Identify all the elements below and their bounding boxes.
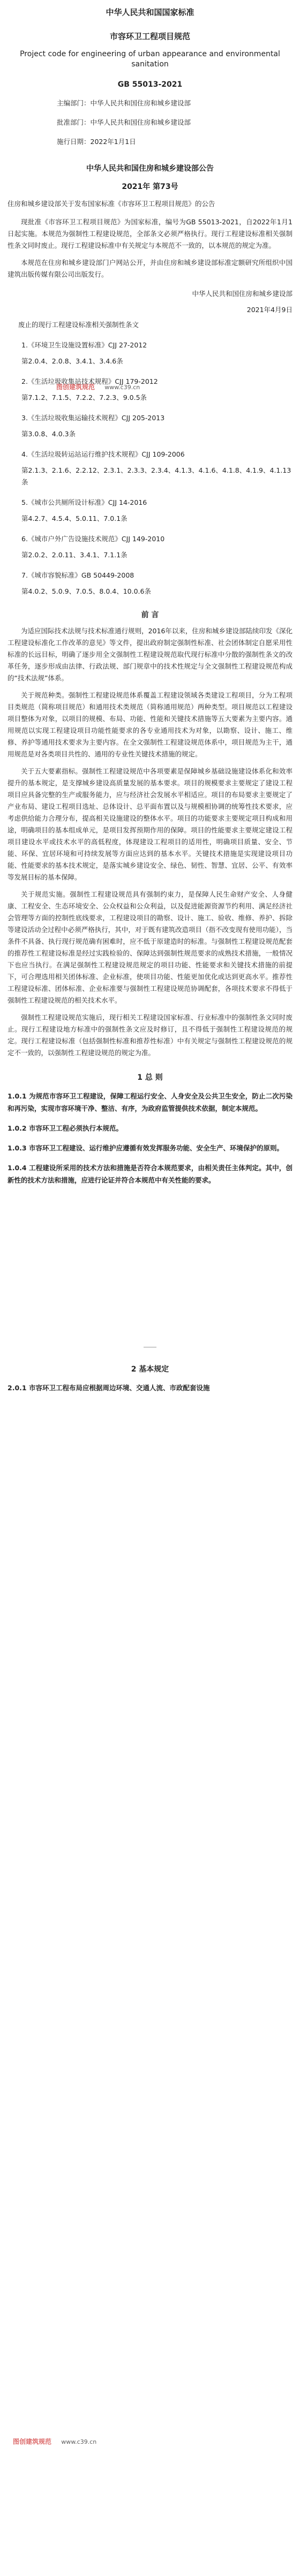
standard-clauses: 第2.0.2、2.0.11、3.4.1、7.1.1条: [21, 551, 128, 559]
article: 1.0.1 为规范市容环卫工程建设，保障工程运行安全、人身安全及公共卫生安全，防止二次污染和再污染，实现市容环境干净、整洁、有序，为政府监管提供技术依据，制定本规范。: [8, 1092, 292, 1112]
watermark-url: www.c39.cn: [61, 2438, 97, 2445]
preface-paragraph: 关于规范种类。强制性工程建设规范体系覆盖工程建设领域各类建设工程项目，分为工程项目类规范（简称项目规范）和通用技术类规范（简称通用规范）两种类型。项目规范以工程建设项目整体为对象，以项目的规模、布局、功能、性能和关键技术措施等五大要素为主要内容。通用规范以实现工程建设项目功能性能要求的各专业通用技术为对象，以勘察、设计、施工、维修、养护等通用技术要求为主要内容。在全文强制性工程建设规范体系中，项目规范为主干，通用规范是对各类项目共性的、通用的专业性关键技术措施的规定。: [8, 691, 292, 758]
list-item: [8, 449, 292, 488]
standard-name: 6.《城市户外广告设施技术规范》CJJ 149-2010: [21, 535, 165, 543]
chapter-1-heading: 1 总 则: [137, 1073, 163, 1082]
article: 1.0.3 市容环卫工程建设、运行维护应遵循有效发挥服务功能、安全生产、环境保护的原则。: [8, 1144, 283, 1152]
watermark: [56, 382, 140, 391]
list-item: [8, 533, 292, 561]
watermark-url: www.c39.cn: [104, 384, 140, 391]
standard-name: 4.《生活垃圾转运站运行维护技术规程》CJJ 109-2006: [21, 450, 185, 458]
preface-paragraph: 为适应国际技术法规与技术标准通行规则，2016年以来，住房和城乡建设部陆续印发《深化工程建设标准化工作改革的意见》等文件，提出政府制定强制性标准、社会团体制定自愿采用性标准的长远目标，明确了逐步用全文强制性工程建设规范取代现行标准中分散的强制性条文的改革任务，逐步形成由法律、行政法规、部门规章中的技术性规定与全文强制性工程建设规范构成的“技术法规”体系。: [8, 627, 292, 682]
standard-clauses: 第2.1.3、2.1.6、2.2.12、2.3.1、2.3.3、2.3.4、4.1.3、4.1.6、4.1.8、4.1.9、4.1.13条: [21, 466, 291, 486]
list-item: [8, 412, 292, 440]
preface-paragraph: 强制性工程建设规范实施后，现行相关工程建设国家标准、行业标准中的强制性条文同时废止。现行工程建设地方标准中的强制性条文应及时修订，且不得低于强制性工程建设规范的规定。现行工程建设标准（包括强制性标准和推荐性标准）中有关规定与强制性工程建设规范的规定不一致的，以强制性工程建设规范的规定为准。: [8, 1013, 292, 1057]
announcement-signer: 中华人民共和国住房和城乡建设部: [192, 290, 292, 298]
standard-name: 3.《生活垃圾收集运输技术规程》CJJ 205-2013: [21, 414, 165, 422]
standard-clauses: 第7.1.2、7.1.5、7.2.2、7.2.3、9.0.5条: [21, 393, 147, 401]
standard-name: 5.《城市公共厕所设计标准》CJJ 14-2016: [21, 498, 147, 506]
watermark-label: 图创建筑规范: [56, 383, 95, 391]
standard-name: 7.《城市容貌标准》GB 50449-2008: [21, 571, 134, 579]
standard-code: GB 55013-2021: [117, 80, 183, 89]
announcement-number: 2021年 第73号: [122, 183, 178, 191]
document-page: [0, 6, 300, 2576]
standard-clauses: 第3.0.8、4.0.3条: [21, 430, 76, 438]
chapter-2-heading: 2 基本规定: [131, 1365, 169, 1374]
abolished-standards-list: [8, 339, 292, 597]
announcement-para-2: 本规范在住房和城乡建设部门户网站公开，并由住房和城乡建设部标准定额研究所组织中国建筑出版传媒有限公司出版发行。: [8, 259, 292, 278]
standard-clauses: 第4.0.2、5.0.9、7.0.5、8.0.4、10.0.6条: [21, 587, 151, 595]
announcement-subject: 住房和城乡建设部关于发布国家标准《市容环卫工程项目规范》的公告: [8, 200, 215, 208]
preface-heading: 前 言: [141, 611, 159, 619]
preface-paragraph: 关于规范实施。强制性工程建设规范具有强制约束力，是保障人民生命财产安全、人身健康、工程安全、生态环境安全、公众权益和公众利益，以及促进能源资源节约利用、满足经济社会管理等方面的控制性底线要求，工程建设项目的勘察、设计、施工、验收、维修、养护、拆除等建设活动全过程中必须严格执行，其中，对于既有建筑改造项目（指不改变现有使用功能），当条件不具备、执行现行规范确有困难时，应不低于原建造时的标准。与强制性工程建设规范配套的推荐性工程建设标准是经过实践检验的、保障达到强制性规范要求的成熟技术措施，一般情况下也应当执行。在满足强制性工程建设规范规定的项目功能、性能要求和关键技术措施的前提下，可合理选用相关团体标准、企业标准，使项目功能、性能更加优化或达到更高水平。推荐性工程建设标准、团体标准、企业标准要与强制性工程建设规范协调配套，各项技术要求不得低于强制性工程建设规范的相关技术水平。: [8, 890, 292, 1004]
preface-paragraph: 关于五大要素指标。强制性工程建设规范中各项要素是保障城乡基础设施建设体系化和效率提升的基本规定，是支撑城乡建设高质量发展的基本要求。项目的规模要求主要规定了建设工程项目应具备完整的生产或服务能力，应与经济社会发展水平相适应。项目的布局要求主要规定了产业布局、建设工程项目选址、总体设计、总平面布置以及与规模相协调的统筹性技术要求，应考虑供给能力合理分布，提高相关设施建设的整体水平。项目的功能要求主要规定项目构成和用途，明确项目的基本组成单元，是项目发挥预期作用的保障。项目的性能要求主要规定建设工程项目建设水平或技术水平的高低程度，体现建设工程项目的适用性，明确项目质量、安全、节能、环保、宜居环境和可持续发展等方面应达到的基本水平。关键技术措施是实现建设项目功能、性能要求的基本技术规定，是落实城乡建设安全、绿色、韧性、智慧、宜居、公平、有效率等发展目标的基本保障。: [8, 767, 292, 881]
chapter-1-body: [8, 1090, 292, 1186]
announcement-heading: 中华人民共和国住房和城乡建设部公告: [86, 164, 214, 173]
standard-name: 1.《环境卫生设施设置标准》CJJ 27-2012: [21, 341, 147, 349]
editor-dept: 主编部门：中华人民共和国住房和城乡建设部: [57, 99, 191, 107]
announcement-para-1: 现批准《市容环卫工程项目规范》为国家标准，编号为GB 55013-2021，自2022年1月1日起实施。本规范为强制性工程建设规范，全部条文必须严格执行。现行工程建设标准相关强制性条文同时废止。现行工程建设标准中有关规定与本规范不一致的，以本规范的规定为准。: [8, 218, 292, 249]
approver-dept: 批准部门：中华人民共和国住房和城乡建设部: [57, 118, 191, 126]
watermark: [13, 2437, 96, 2446]
list-item: [8, 570, 292, 597]
article: 1.0.2 市容环卫工程必须执行本规范。: [8, 1124, 123, 1132]
standard-clauses: 第4.2.7、4.5.4、5.0.11、7.0.1条: [21, 514, 128, 522]
list-item: [8, 339, 292, 367]
watermark-label: 图创建筑规范: [13, 2438, 52, 2445]
standard-title-en: Project code for engineering of urban appearance and environmental sanitation: [20, 50, 280, 69]
chapter-2-body: [8, 1382, 292, 1394]
standard-title-cn: 市容环卫工程项目规范: [109, 32, 190, 41]
standard-name: 2.《生活垃圾收集站技术规程》CJJ 179-2012: [21, 377, 158, 385]
list-item: [8, 376, 292, 404]
standard-country: 中华人民共和国国家标准: [106, 7, 194, 17]
announcement-date: 2021年4月9日: [246, 306, 292, 314]
abolished-list-title: 废止的现行工程建设标准相关强制性条文: [18, 321, 139, 329]
article: 2.0.1 市容环卫工程布局应根据周边环境、交通人流、市政配套设施: [8, 1384, 210, 1392]
effective-date: 施行日期：2022年1月1日: [57, 138, 136, 146]
standard-clauses: 第2.0.4、2.0.8、3.4.1、3.4.6条: [21, 357, 123, 365]
standard-meta: [8, 97, 292, 148]
preface-body: [8, 625, 292, 1059]
list-item: [8, 497, 292, 525]
article: 1.0.4 工程建设所采用的技术方法和措施是否符合本规范要求，由相关责任主体判定。其中，创新性的技术方法和措施，应进行论证并符合本规范中有关性能的要求。: [8, 1164, 292, 1184]
